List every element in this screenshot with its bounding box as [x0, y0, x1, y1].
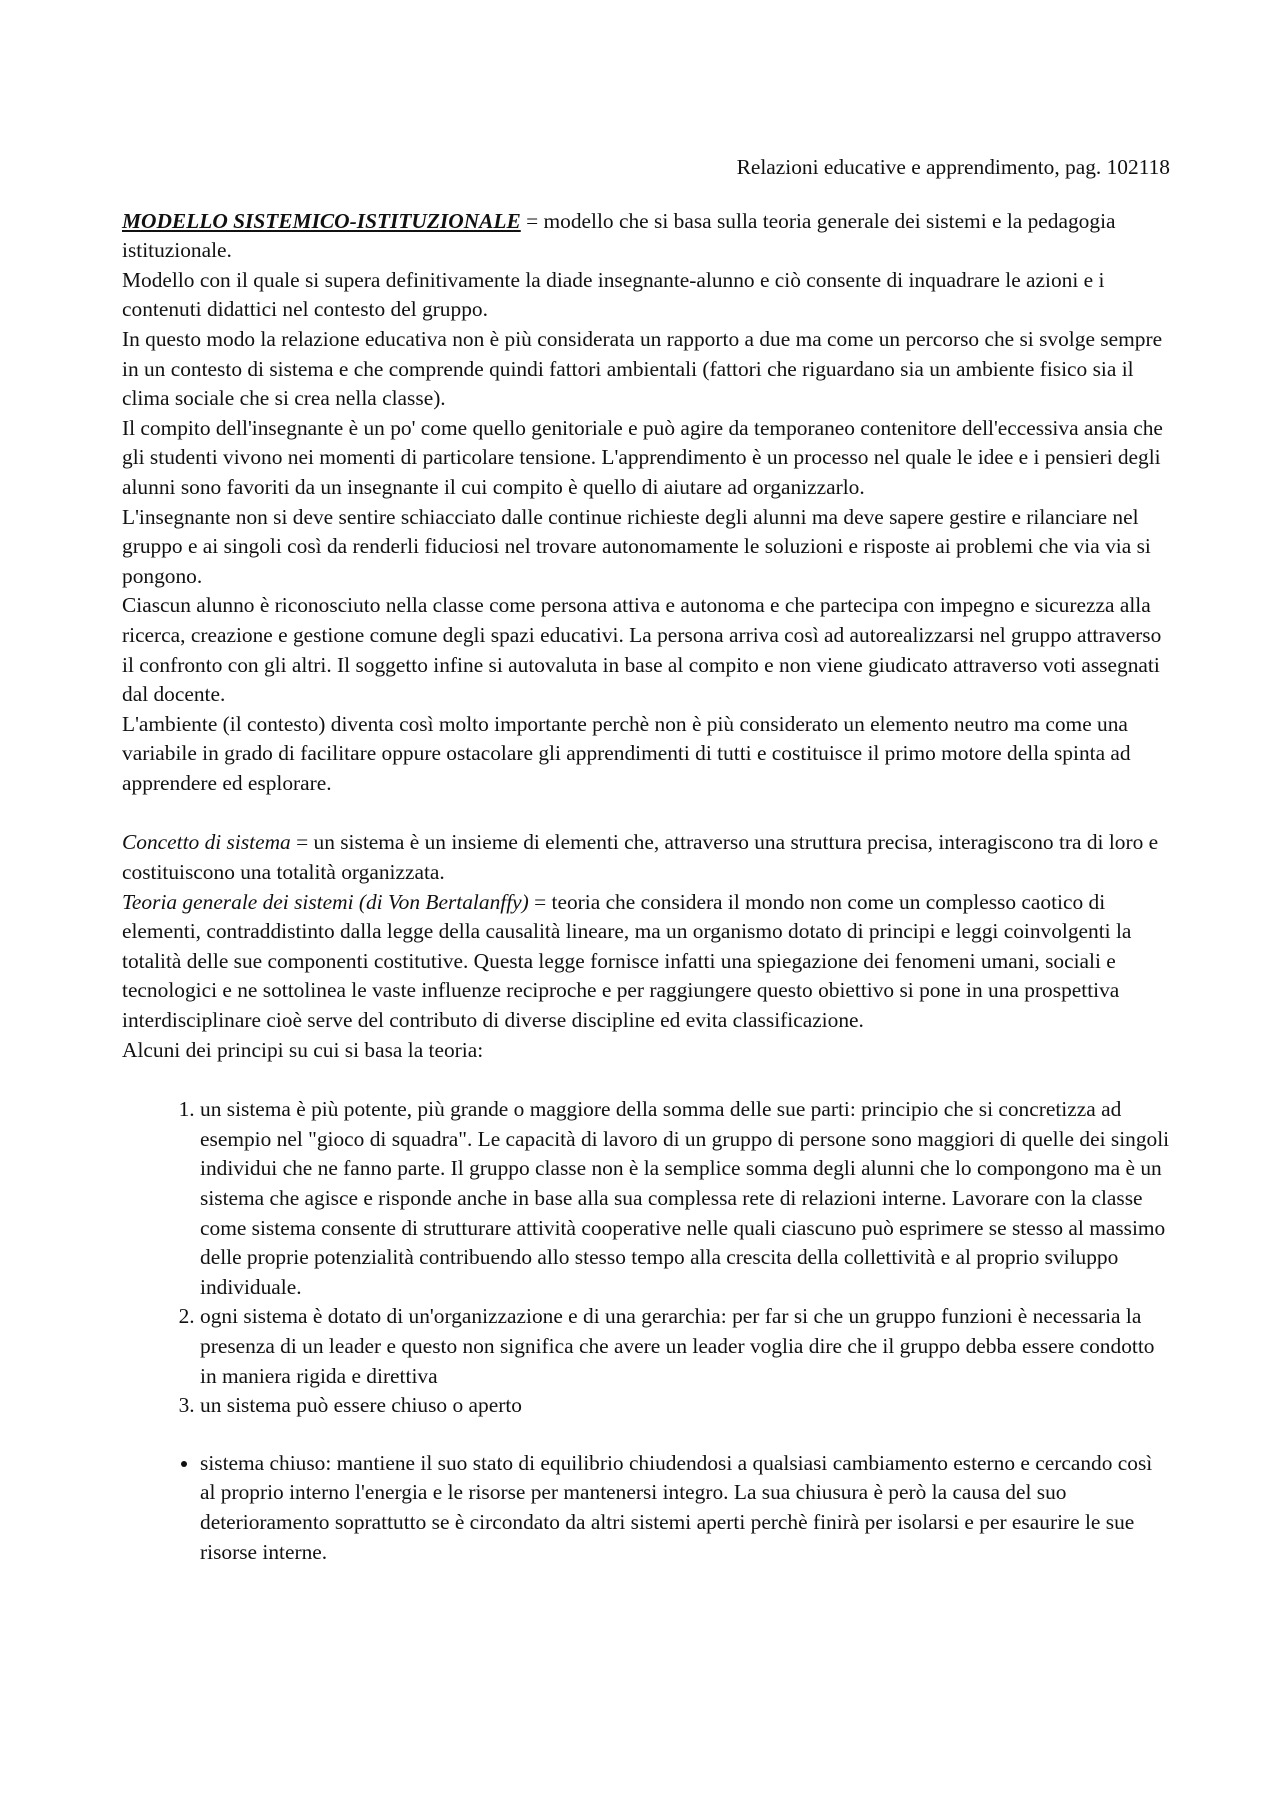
principles-intro: Alcuni dei principi su cui si basa la teoria:	[122, 1037, 484, 1062]
body-paragraph: Modello con il quale si supera definitivamente la diade insegnante-alunno e ciò consente di inquadrare le azioni e i contenuti didattici nel contesto del gruppo.	[122, 267, 1105, 322]
title-definition: = modello che si basa sulla teoria generale dei sistemi e la pedagogia istituzionale.	[122, 208, 1116, 263]
theory-definition	[122, 888, 1170, 1036]
page-reference: Relazioni educative e apprendimento, pag. 102118	[736, 155, 1170, 179]
theory-term: Teoria generale dei sistemi (di Von Bertalanffy)	[122, 889, 529, 914]
principles-list	[122, 1095, 1170, 1421]
theory-text: = teoria che considera il mondo non come un complesso caotico di elementi, contraddistinto dalla legge della causalità lineare, ma un organismo dotato di principi e leggi coinvolgenti la totalità delle sue componenti costitutive. Questa legge fornisce infatti una spiegazione dei fenomeni umani, sociali e tecnologici e ne sottolinea le vaste influenze reciproche e per raggiungere questo obiettivo si pone in una prospettiva interdisciplinare cioè serve del contributo di diverse discipline ed evita classificazione.	[122, 889, 1132, 1033]
body-paragraph: In questo modo la relazione educativa non è più considerata un rapporto a due ma come un percorso che si svolge sempre in un contesto di sistema e che comprende quindi fattori ambientali (fattori che riguardano sia un ambiente fisico sia il clima sociale che si crea nella classe).	[122, 326, 1163, 411]
intro-heading-paragraph	[122, 207, 1170, 266]
concept-text: = un sistema è un insieme di elementi che, attraverso una struttura precisa, interagiscono tra di loro e costituiscono una totalità organizzata.	[122, 830, 1159, 885]
body-paragraph: Il compito dell'insegnante è un po' come quello genitoriale e può agire da temporaneo contenitore dell'eccessiva ansia che gli studenti vivono nei momenti di particolare tensione. L'apprendimento è un processo nel quale le idee e i pensieri degli alunni sono favoriti da un insegnante il cui compito è quello di aiutare ad organizzarlo.	[122, 415, 1163, 499]
principle-item: 1. un sistema è più potente, più grande o maggiore della somma delle sue parti: principio che si concretizza ad esempio nel "gioco di squadra". Le capacità di lavoro di un gruppo di persone sono maggiori di quelle dei singoli individui che ne fanno parte. Il gruppo classe non è la semplice somma degli alunni che lo compongono ma è un sistema che agisce e risponde anche in base alla sua complessa rete di relazioni interne. Lavorare con la classe come sistema consente di strutturare attività cooperative nelle quali ciascuno può esprimere se stesso al massimo delle proprie potenzialità contribuendo allo stesso tempo alla crescita della collettività e al proprio sviluppo individuale.	[200, 1095, 1170, 1302]
concept-definition	[122, 828, 1170, 887]
paragraph-spacer	[122, 798, 1170, 828]
body-paragraph: Ciascun alunno è riconosciuto nella classe come persona attiva e autonoma e che partecipa con impegno e sicurezza alla ricerca, creazione e gestione comune degli spazi educativi. La persona arriva così ad autorealizzarsi nel gruppo attraverso il confronto con gli altri. Il soggetto infine si autovaluta in base al compito e non viene giudicato attraverso voti assegnati dal docente.	[122, 593, 1162, 707]
body-paragraph: L'ambiente (il contesto) diventa così molto importante perchè non è più considerato un elemento neutro ma come una variabile in grado di facilitare oppure ostacolare gli apprendimenti di tutti e costituisce il primo motore della spinta ad apprendere ed esplorare.	[122, 711, 1131, 795]
section-title: MODELLO SISTEMICO-ISTITUZIONALE	[122, 208, 521, 233]
principle-item: 2. ogni sistema è dotato di un'organizzazione e di una gerarchia: per far si che un gruppo funzioni è necessaria la presenza di un leader e questo non significa che avere un leader voglia dire che il gruppo debba essere condotto in maniera rigida e direttiva	[200, 1302, 1170, 1391]
system-types-list	[122, 1449, 1170, 1567]
system-type-item: • sistema chiuso: mantiene il suo stato di equilibrio chiudendosi a qualsiasi cambiamento esterno e cercando così al proprio interno l'energia e le risorse per mantenersi integro. La sua chiusura è però la causa del suo deterioramento soprattutto se è circondato da altri sistemi aperti perchè finirà per isolarsi e per esaurire le sue risorse interne.	[200, 1449, 1170, 1567]
concept-term: Concetto di sistema	[122, 830, 291, 855]
body-paragraph: L'insegnante non si deve sentire schiacciato dalle continue richieste degli alunni ma deve sapere gestire e rilanciare nel gruppo e ai singoli così da renderli fiduciosi nel trovare autonomamente le soluzioni e risposte ai problemi che via via si pongono.	[122, 504, 1151, 588]
principle-item: 3. un sistema può essere chiuso o aperto	[200, 1391, 1170, 1421]
